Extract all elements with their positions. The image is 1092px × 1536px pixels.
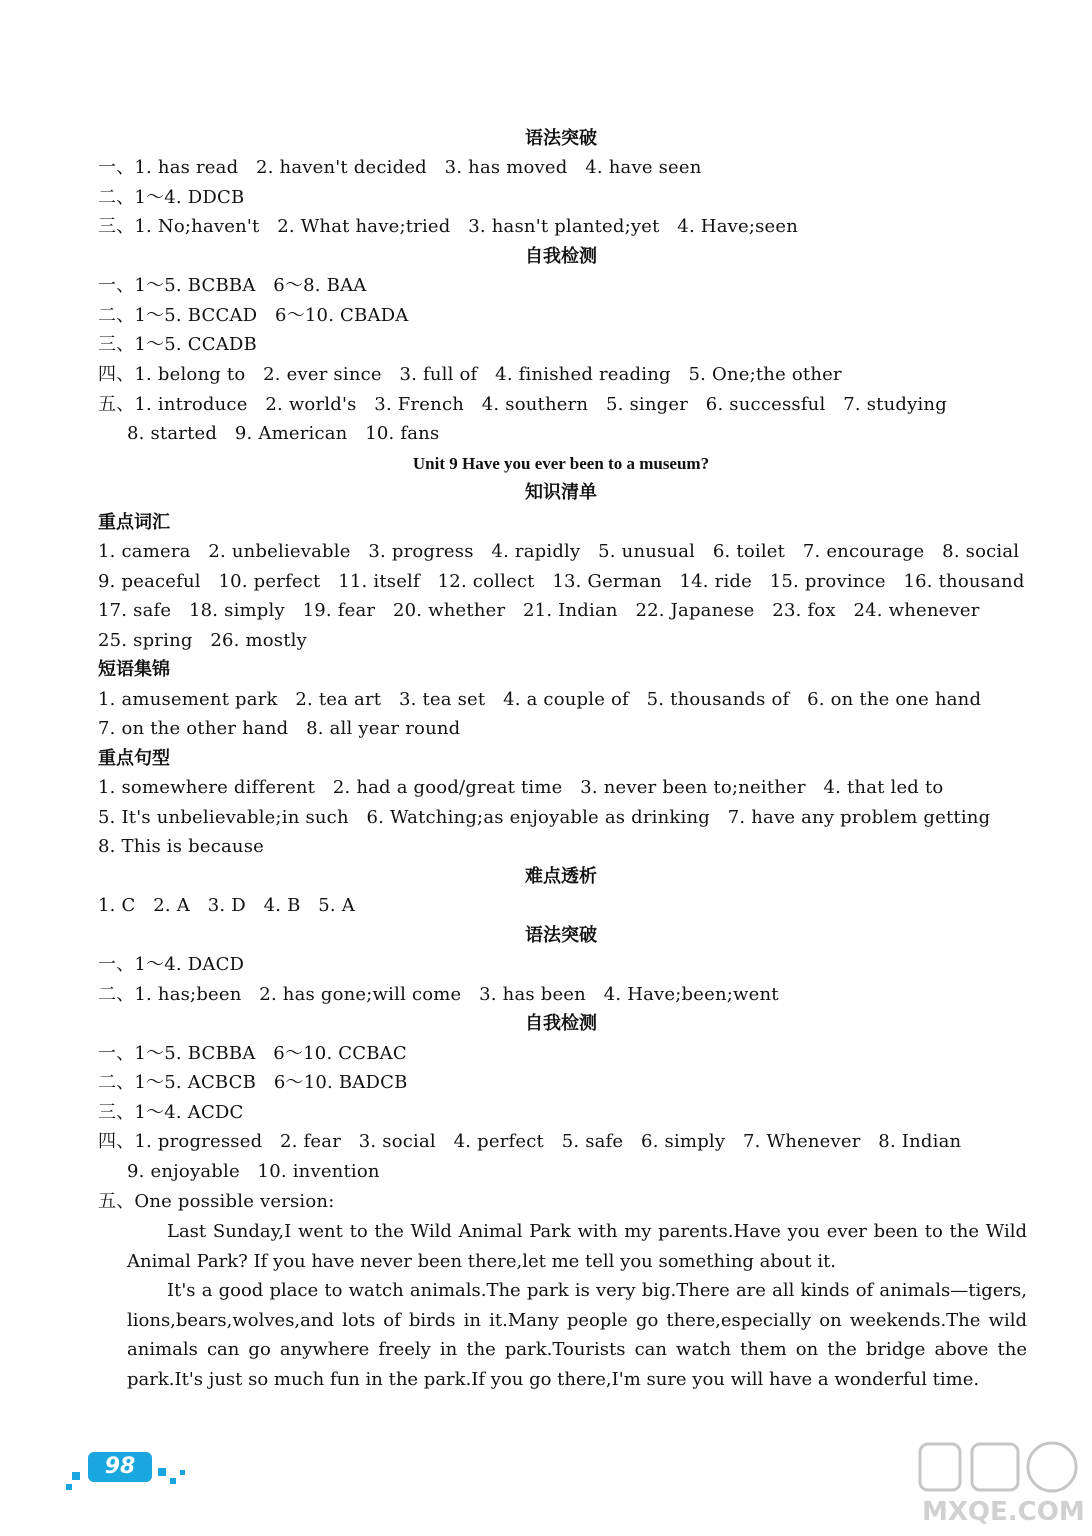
sentence-line: 1. somewhere different 2. had a good/great time 3. never been to;neither 4. that led to [98, 777, 944, 798]
answer-line: 二、1～5. ACBCB 6～10. BADCB [98, 1072, 408, 1093]
section-heading-self-check: 自我检测 [525, 1013, 597, 1034]
answer-line: 五、One possible version: [98, 1191, 335, 1212]
answer-line: 四、1. progressed 2. fear 3. social 4. perfect 5. safe 6. simply 7. Whenever 8. Indian [98, 1131, 962, 1152]
subheading-sentences: 重点句型 [98, 748, 170, 769]
subheading-vocab: 重点词汇 [98, 512, 170, 533]
section-heading-difficult: 难点透析 [525, 866, 597, 887]
sentence-line: 8. This is because [98, 836, 264, 857]
answer-line: 8. started 9. American 10. fans [127, 423, 440, 444]
phrase-line: 7. on the other hand 8. all year round [98, 718, 461, 739]
subheading-phrases: 短语集锦 [98, 659, 170, 680]
section-heading-grammar: 语法突破 [525, 128, 597, 149]
answer-line: 9. enjoyable 10. invention [127, 1161, 380, 1182]
section-heading-self-check: 自我检测 [525, 246, 597, 267]
essay-paragraph: Last Sunday,I went to the Wild Animal Park with my parents.Have you ever been to the Wild Animal Park? If you have never been there,let me tell you something about it. [127, 1221, 1027, 1272]
essay-paragraph: It's a good place to watch animals.The park is very big.There are all kinds of animals—tigers, lions,bears,wolves,and lots of birds in it.Many people go there,especially on weekends.The wild animals can go anywhere freely in the park.Tourists can watch them on the bridge above the park.It's just so much fun in the park.If you go there,I'm sure you will have a wonderful time. [127, 1280, 1027, 1390]
answer-line: 二、1～5. BCCAD 6～10. CBADA [98, 305, 409, 326]
answer-line: 二、1. has;been 2. has gone;will come 3. has been 4. Have;been;went [98, 984, 779, 1005]
badge-dot [66, 1484, 72, 1490]
badge-dot [170, 1478, 176, 1484]
vocab-line: 25. spring 26. mostly [98, 630, 307, 651]
answer-line: 五、1. introduce 2. world's 3. French 4. southern 5. singer 6. successful 7. studying [98, 394, 947, 415]
answer-line: 一、1～4. DACD [98, 954, 245, 975]
sentence-line: 5. It's unbelievable;in such 6. Watching;as enjoyable as drinking 7. have any problem getting [98, 807, 991, 828]
svg-text:MXQE.COM: MXQE.COM [922, 1497, 1085, 1527]
answer-line: 三、1～5. CCADB [98, 334, 257, 355]
unit-title: Unit 9 Have you ever been to a museum? [412, 454, 710, 473]
answer-line: 一、1～5. BCBBA 6～10. CCBAC [98, 1043, 407, 1064]
answer-line: 一、1～5. BCBBA 6～8. BAA [98, 275, 367, 296]
badge-dot [72, 1472, 80, 1480]
badge-dot [158, 1468, 166, 1476]
watermark-logo [916, 1440, 1086, 1530]
vocab-line: 9. peaceful 10. perfect 11. itself 12. collect 13. German 14. ride 15. province 16. thousand [98, 571, 1025, 592]
section-heading-knowledge: 知识清单 [525, 482, 597, 503]
vocab-line: 1. camera 2. unbelievable 3. progress 4. rapidly 5. unusual 6. toilet 7. encourage 8. social [98, 541, 1020, 562]
badge-dot [180, 1470, 185, 1475]
answer-line: 三、1～4. ACDC [98, 1102, 244, 1123]
answer-line: 三、1. No;haven't 2. What have;tried 3. hasn't planted;yet 4. Have;seen [98, 216, 799, 237]
vocab-line: 17. safe 18. simply 19. fear 20. whether 21. Indian 22. Japanese 23. fox 24. whenever [98, 600, 980, 621]
answer-line: 一、1. has read 2. haven't decided 3. has moved 4. have seen [98, 157, 702, 178]
phrase-line: 1. amusement park 2. tea art 3. tea set 4. a couple of 5. thousands of 6. on the one hand [98, 689, 982, 710]
answer-line: 1. C 2. A 3. D 4. B 5. A [98, 895, 355, 916]
answer-line: 四、1. belong to 2. ever since 3. full of 4. finished reading 5. One;the other [98, 364, 842, 385]
section-heading-grammar: 语法突破 [525, 925, 597, 946]
page-number: 98 [88, 1452, 152, 1482]
answer-line: 二、1～4. DDCB [98, 187, 245, 208]
